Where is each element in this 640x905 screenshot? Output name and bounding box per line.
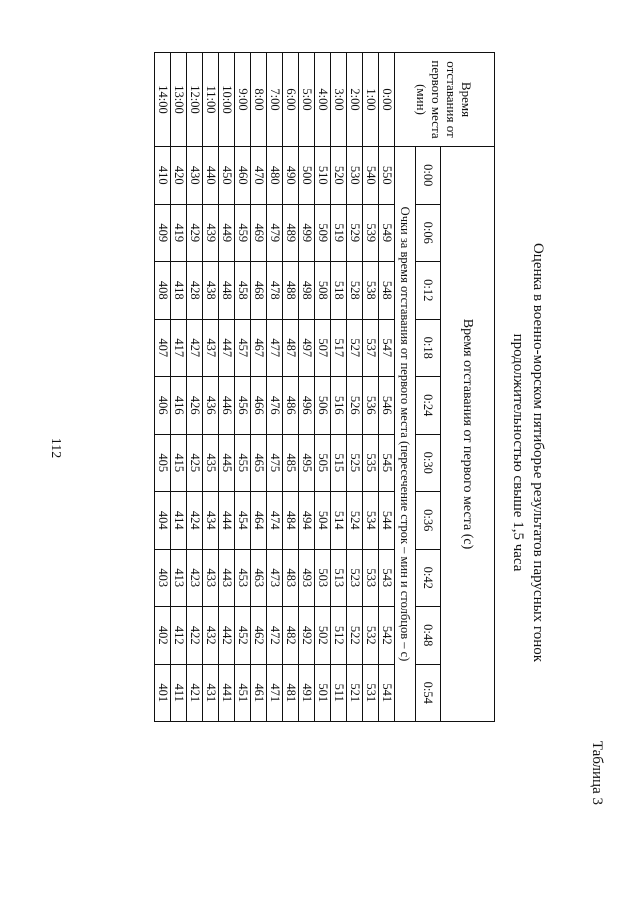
table-cell: 468 [251, 262, 267, 320]
table-cell: 516 [331, 377, 347, 435]
table-cell: 543 [379, 549, 395, 607]
table-cell: 433 [203, 549, 219, 607]
table-cell: 417 [171, 319, 187, 377]
table-cell: 418 [171, 262, 187, 320]
table-cell: 546 [379, 377, 395, 435]
table-cell: 504 [315, 492, 331, 550]
row-header: 14:00 [155, 53, 171, 147]
column-header: 0:24 [416, 377, 441, 435]
table-cell: 526 [347, 377, 363, 435]
table-row [363, 53, 379, 722]
caption-line-2: продолжительностью свыше 1,5 часа [510, 333, 526, 572]
table-cell: 448 [219, 262, 235, 320]
table-cell: 514 [331, 492, 347, 550]
table-cell: 419 [171, 204, 187, 262]
table-cell: 410 [155, 147, 171, 205]
table-cell: 475 [267, 434, 283, 492]
table-cell: 436 [203, 377, 219, 435]
table-cell: 446 [219, 377, 235, 435]
table-row [347, 53, 363, 722]
table-cell: 434 [203, 492, 219, 550]
table-cell: 445 [219, 434, 235, 492]
table-cell: 493 [299, 549, 315, 607]
row-header: 6:00 [283, 53, 299, 147]
table-cell: 485 [283, 434, 299, 492]
table-cell: 503 [315, 549, 331, 607]
table-cell: 435 [203, 434, 219, 492]
table-cell: 473 [267, 549, 283, 607]
table-cell: 500 [299, 147, 315, 205]
table-row [379, 53, 395, 722]
table-row [155, 53, 171, 722]
table-cell: 415 [171, 434, 187, 492]
row-header: 9:00 [235, 53, 251, 147]
table-cell: 525 [347, 434, 363, 492]
table-row [219, 53, 235, 722]
table-cell: 401 [155, 664, 171, 722]
table-cell: 452 [235, 607, 251, 665]
table-cell: 453 [235, 549, 251, 607]
table-cell: 540 [363, 147, 379, 205]
table-cell: 511 [331, 664, 347, 722]
column-header: 0:36 [416, 492, 441, 550]
table-cell: 519 [331, 204, 347, 262]
table-cell: 471 [267, 664, 283, 722]
table-cell: 476 [267, 377, 283, 435]
column-header: 0:12 [416, 262, 441, 320]
table-cell: 425 [187, 434, 203, 492]
row-header: 13:00 [171, 53, 187, 147]
table-cell: 492 [299, 607, 315, 665]
table-cell: 490 [283, 147, 299, 205]
table-cell: 505 [315, 434, 331, 492]
row-header: 7:00 [267, 53, 283, 147]
table-cell: 431 [203, 664, 219, 722]
table-cell: 488 [283, 262, 299, 320]
table-cell: 406 [155, 377, 171, 435]
row-header: 12:00 [187, 53, 203, 147]
table-caption [508, 0, 548, 905]
table-cell: 532 [363, 607, 379, 665]
table-cell: 403 [155, 549, 171, 607]
time-heading: Время отставания от первого места (с) [441, 147, 495, 722]
page-number: 112 [48, 437, 63, 459]
table-cell: 454 [235, 492, 251, 550]
table-cell: 449 [219, 204, 235, 262]
table-cell: 518 [331, 262, 347, 320]
table-row [331, 53, 347, 722]
table-cell: 545 [379, 434, 395, 492]
table-cell: 457 [235, 319, 251, 377]
table-cell: 480 [267, 147, 283, 205]
row-header: 5:00 [299, 53, 315, 147]
table-row [267, 53, 283, 722]
table-cell: 477 [267, 319, 283, 377]
table-cell: 444 [219, 492, 235, 550]
table-cell: 535 [363, 434, 379, 492]
table-cell: 541 [379, 664, 395, 722]
table-cell: 432 [203, 607, 219, 665]
table-cell: 462 [251, 607, 267, 665]
table-cell: 424 [187, 492, 203, 550]
table-cell: 542 [379, 607, 395, 665]
table-cell: 421 [187, 664, 203, 722]
table-cell: 528 [347, 262, 363, 320]
table-cell: 402 [155, 607, 171, 665]
table-cell: 537 [363, 319, 379, 377]
table-cell: 522 [347, 607, 363, 665]
row-header: 8:00 [251, 53, 267, 147]
table-cell: 470 [251, 147, 267, 205]
table-cell: 439 [203, 204, 219, 262]
table-cell: 499 [299, 204, 315, 262]
table-cell: 461 [251, 664, 267, 722]
table-cell: 447 [219, 319, 235, 377]
table-body [155, 53, 395, 722]
column-header: 0:06 [416, 204, 441, 262]
table-cell: 513 [331, 549, 347, 607]
table-cell: 463 [251, 549, 267, 607]
table-cell: 479 [267, 204, 283, 262]
table-cell: 534 [363, 492, 379, 550]
table-cell: 548 [379, 262, 395, 320]
table-cell: 460 [235, 147, 251, 205]
table-cell: 550 [379, 147, 395, 205]
table-cell: 423 [187, 549, 203, 607]
table-cell: 509 [315, 204, 331, 262]
table-cell: 451 [235, 664, 251, 722]
table-cell: 407 [155, 319, 171, 377]
table-cell: 524 [347, 492, 363, 550]
table-cell: 486 [283, 377, 299, 435]
column-header-row [416, 53, 441, 722]
table-cell: 409 [155, 204, 171, 262]
table-label: Таблица 3 [589, 740, 605, 805]
table-cell: 405 [155, 434, 171, 492]
table-cell: 414 [171, 492, 187, 550]
column-header: 0:42 [416, 549, 441, 607]
table-cell: 442 [219, 607, 235, 665]
table-cell: 539 [363, 204, 379, 262]
table-cell: 440 [203, 147, 219, 205]
row-header: 4:00 [315, 53, 331, 147]
table-cell: 429 [187, 204, 203, 262]
table-cell: 411 [171, 664, 187, 722]
table-cell: 536 [363, 377, 379, 435]
row-header: 2:00 [347, 53, 363, 147]
table-cell: 465 [251, 434, 267, 492]
caption-line-1: Оценка в военно-морском пятиборье результатов парусных гонок [530, 242, 546, 663]
table-cell: 508 [315, 262, 331, 320]
table-cell: 531 [363, 664, 379, 722]
table-cell: 515 [331, 434, 347, 492]
table-cell: 416 [171, 377, 187, 435]
column-header: 0:18 [416, 319, 441, 377]
row-header: 10:00 [219, 53, 235, 147]
table-cell: 521 [347, 664, 363, 722]
table-row [299, 53, 315, 722]
table-cell: 510 [315, 147, 331, 205]
column-header: 0:48 [416, 607, 441, 665]
table-cell: 549 [379, 204, 395, 262]
table-cell: 506 [315, 377, 331, 435]
table-cell: 547 [379, 319, 395, 377]
table-row [235, 53, 251, 722]
row-header: 11:00 [203, 53, 219, 147]
table-cell: 496 [299, 377, 315, 435]
table-cell: 544 [379, 492, 395, 550]
table-cell: 467 [251, 319, 267, 377]
table-cell: 530 [347, 147, 363, 205]
table-cell: 428 [187, 262, 203, 320]
table-cell: 466 [251, 377, 267, 435]
table-cell: 469 [251, 204, 267, 262]
table-cell: 450 [219, 147, 235, 205]
table-row [283, 53, 299, 722]
table-cell: 455 [235, 434, 251, 492]
table-cell: 426 [187, 377, 203, 435]
row-header: 0:00 [379, 53, 395, 147]
table-cell: 520 [331, 147, 347, 205]
table-cell: 512 [331, 607, 347, 665]
table-row [251, 53, 267, 722]
table-cell: 538 [363, 262, 379, 320]
table-cell: 404 [155, 492, 171, 550]
table-cell: 464 [251, 492, 267, 550]
table-cell: 443 [219, 549, 235, 607]
table-cell: 472 [267, 607, 283, 665]
table-cell: 422 [187, 607, 203, 665]
table-cell: 491 [299, 664, 315, 722]
table-cell: 430 [187, 147, 203, 205]
table-cell: 483 [283, 549, 299, 607]
column-header: 0:54 [416, 664, 441, 722]
table-cell: 523 [347, 549, 363, 607]
table-cell: 494 [299, 492, 315, 550]
table-cell: 459 [235, 204, 251, 262]
table-row [315, 53, 331, 722]
table-cell: 420 [171, 147, 187, 205]
table-row [203, 53, 219, 722]
table-cell: 482 [283, 607, 299, 665]
corner-header: Время отставания от первого места (мин) [395, 53, 495, 147]
table-cell: 458 [235, 262, 251, 320]
column-header: 0:00 [416, 147, 441, 205]
table-cell: 489 [283, 204, 299, 262]
table-cell: 412 [171, 607, 187, 665]
table-cell: 408 [155, 262, 171, 320]
table-cell: 501 [315, 664, 331, 722]
table-cell: 413 [171, 549, 187, 607]
score-heading: Очки за время отставания от первого места (пересечение строк – мин и столбцов – с) [395, 147, 416, 722]
table-cell: 427 [187, 319, 203, 377]
table-cell: 441 [219, 664, 235, 722]
table-cell: 497 [299, 319, 315, 377]
table-cell: 533 [363, 549, 379, 607]
table-cell: 456 [235, 377, 251, 435]
table-cell: 495 [299, 434, 315, 492]
table-row [171, 53, 187, 722]
table-cell: 481 [283, 664, 299, 722]
table-cell: 517 [331, 319, 347, 377]
table-cell: 478 [267, 262, 283, 320]
table-cell: 484 [283, 492, 299, 550]
table-cell: 487 [283, 319, 299, 377]
table-cell: 507 [315, 319, 331, 377]
table-cell: 498 [299, 262, 315, 320]
row-header: 3:00 [331, 53, 347, 147]
table-cell: 527 [347, 319, 363, 377]
table-row [187, 53, 203, 722]
column-header: 0:30 [416, 434, 441, 492]
table-cell: 529 [347, 204, 363, 262]
row-header: 1:00 [363, 53, 379, 147]
table-cell: 438 [203, 262, 219, 320]
table-cell: 437 [203, 319, 219, 377]
table-cell: 502 [315, 607, 331, 665]
table-cell: 474 [267, 492, 283, 550]
score-table [154, 52, 495, 722]
